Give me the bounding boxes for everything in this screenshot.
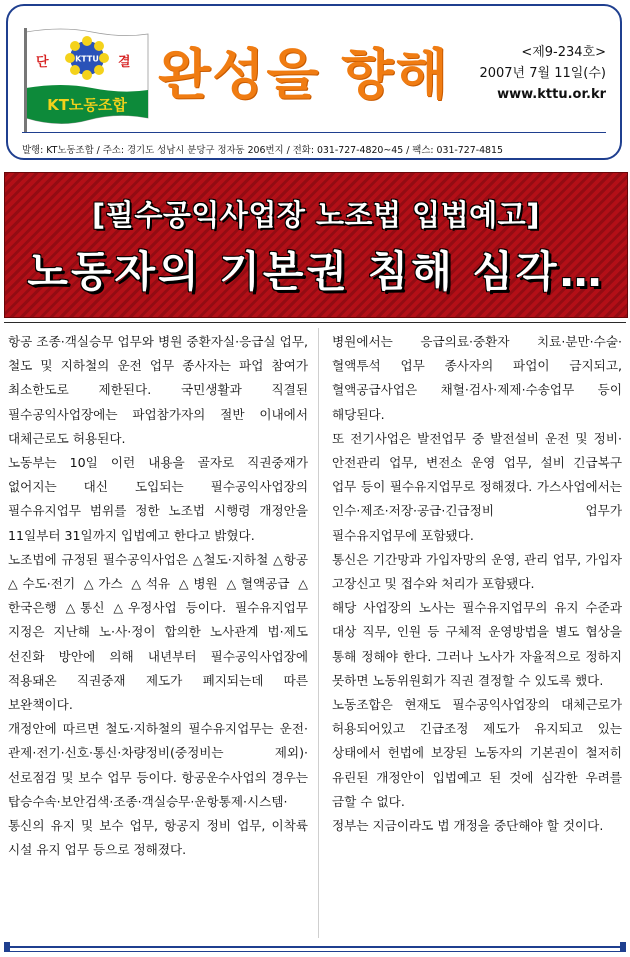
website-url[interactable]: www.kttu.or.kr: [497, 87, 606, 102]
article-paragraph: 또 전기사업은 발전업무 중 발전설비 운전 및 정비·안전관리 업무, 변전소 운영 업무, 설비 긴급복구 업무 등이 필수유지업무로 정해졌다. 가스사업에서는 인수·제조·저장·공급·긴급정비 업무가 필수유지업무에 포함됐다.: [332, 430, 622, 543]
newsletter-title: 완성을 향해: [158, 43, 450, 106]
footer-rule-cap-left: [4, 942, 10, 952]
masthead: [6, 4, 622, 160]
article-column-right: [332, 330, 622, 838]
article-paragraph: 해당 사업장의 노사는 필수유지업무의 유지 수준과 대상 직무, 인원 등 구체적 운영방법을 별도 협상을 통해 정해야 한다. 그러나 노사가 자율적으로 정하지 못하면 노동위원회가 직권 결정할 수 있도록 했다.: [332, 600, 622, 688]
headline-main: 노동자의 기본권 침해 심각…: [27, 247, 605, 296]
logo-badge-text: KTTU: [75, 54, 99, 64]
footer-rule-cap-right: [620, 942, 626, 952]
issue-number: <제9-234호>: [521, 45, 606, 60]
logo-bottom-text: KT노동조합: [47, 96, 127, 114]
body-top-rule: [4, 322, 626, 323]
article-paragraph: 노동부는 10일 이런 내용을 골자로 직권중재가 없어지는 대신 도입되는 필수공익사업장의 필수유지업무 범위를 정한 노조법 시행령 개정안을 11일부터 31일까지 입법예고 한다고 밝혔다.: [8, 455, 308, 543]
article-paragraph: 노조법에 규정된 필수공익사업은 △철도·지하철 △항공 △수도·전기 △가스 △석유 △병원 △혈액공급 △한국은행 △통신 △우정사업 등이다. 필수유지업무 지정은 지난해 노·사·정이 합의한 노사관계 법·제도 선진화 방안에 의해 내년부터 필수공익사업장에 적용돼온 직권중재 제도가 폐지되는데 따른 보완책이다.: [8, 551, 308, 713]
masthead-divider: [22, 132, 606, 133]
issue-date: 2007년 7월 11일(수): [479, 66, 606, 81]
headline-banner: [4, 172, 628, 318]
column-divider: [318, 328, 319, 938]
article-paragraph: 개정안에 따르면 철도·지하철의 필수유지업무는 운전·관제·전기·신호·통신·차량정비(중정비는 제외)·선로점검 및 보수 업무 등이다. 항공운수사업의 경우는 탑승수속·보안검색·조종·객실승무·운항통제·시스템·통신의 유지 및 보수 업무, 항공지 정비 업무, 이착륙 시설 유지 업무 등으로 정해졌다.: [8, 721, 308, 858]
footer-rule: [4, 946, 626, 952]
article-column-left: [8, 330, 308, 862]
article-paragraph: 노동조합은 현재도 필수공익사업장의 대체근로가 허용되어있고 긴급조정 제도가 유지되고 있는 상태에서 헌법에 보장된 노동자의 기본권이 철저히 유린된 개정안이 입법예고 된 것에 심각한 우려를 금할 수 없다.: [332, 697, 622, 809]
svg-text:결: 결: [118, 55, 131, 70]
article-paragraph: 병원에서는 응급의료·중환자 치료·분만·수술·혈액투석 업무 종사자의 파업이 금지되고, 혈액공급사업은 채혈·검사·제제·수송업무 등이 해당된다.: [332, 334, 622, 422]
publisher-info: 발행: KT노동조합 / 주소: 경기도 성남시 분당구 정자동 206번지 / 전화: 031-727-4820~45 / 팩스: 031-727-4815: [22, 145, 503, 156]
kt-union-flag-logo: [22, 26, 152, 134]
article-paragraph: 항공 조종·객실승무 업무와 병원 중환자실·응급실 업무, 철도 및 지하철의 운전 업무 종사자는 파업 참여가 최소한도로 제한된다. 국민생활과 직결된 필수공익사업장에는 파업참가자의 절반 이내에서 대체근로도 허용된다.: [8, 334, 308, 446]
headline-subtitle: [필수공익사업장 노조법 입법예고]: [92, 198, 540, 232]
article-paragraph: 정부는 지금이라도 법 개정을 중단해야 할 것이다.: [332, 818, 604, 834]
issue-block: [479, 42, 606, 105]
article-paragraph: 통신은 기간망과 가입자망의 운영, 관리 업무, 가입자 고장신고 및 접수와 처리가 포함됐다.: [332, 551, 622, 592]
svg-text:단: 단: [36, 55, 49, 70]
